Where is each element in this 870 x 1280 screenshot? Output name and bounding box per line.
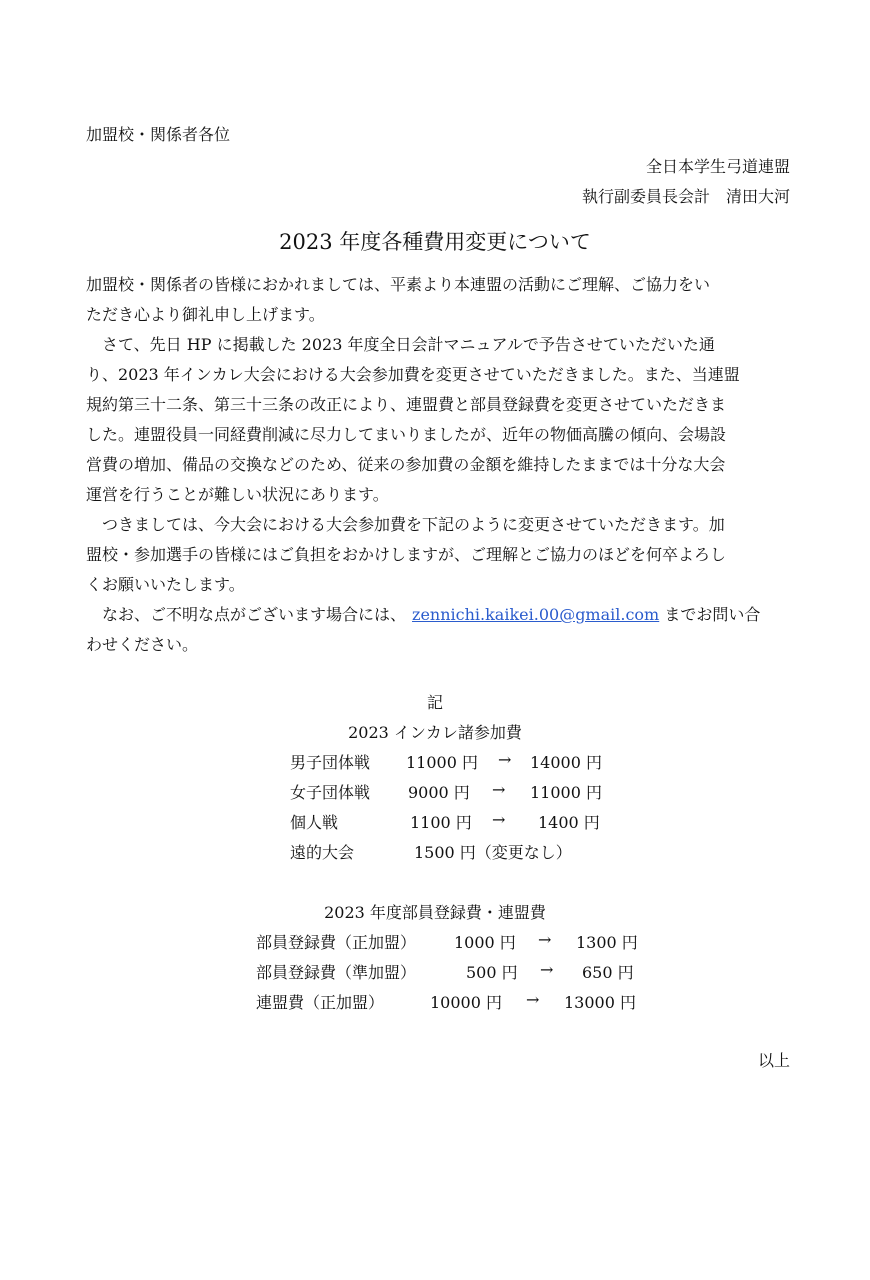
closing-text: 以上 [757,1051,790,1070]
fee-new: 11000 円 [530,783,602,802]
contact-suffix: までお問い合 [659,605,761,624]
fee-label: 女子団体戦 [290,783,371,802]
fee-old: 11000 円 [406,753,478,772]
body-line: さて、先日 HP に掲載した 2023 年度全日会計マニュアルで予告させていただいた通 [86,335,715,354]
fee-new: 1300 円 [576,933,638,952]
body-line: した。連盟役員一同経費削減に尽力してまいりましたが、近年の物価高騰の傾向、会場設 [86,425,727,444]
organization-name: 全日本学生弓道連盟 [645,157,790,176]
body-line: 盟校・参加選手の皆様にはご負担をおかけしますが、ご理解とご協力のほどを何卒よろし [86,545,727,564]
fee-label: 遠的大会 [290,843,355,862]
body-line-contact [86,602,760,625]
body-line: わせください。 [86,635,199,654]
document-title: 2023 年度各種費用変更について [279,230,591,254]
fee-old: 10000 円 [430,993,502,1012]
fee-label: 男子団体戦 [290,753,371,772]
fee-new: 1400 円 [538,813,600,832]
body-line: り、2023 年インカレ大会における大会参加費を変更させていただきました。また、当連盟 [86,365,740,384]
email-link[interactable]: zennichi.kaikei.00@gmail.com [412,605,660,624]
incare-fees-heading: 2023 インカレ諸参加費 [348,723,522,742]
arrow-icon: → [526,990,540,1009]
body-line: 営費の増加、備品の交換などのため、従来の参加費の金額を維持したままでは十分な大会 [86,455,726,474]
fee-label: 個人戦 [290,813,339,832]
registration-fees-heading: 2023 年度部員登録費・連盟費 [324,903,546,922]
sender-name: 執行副委員長会計 清田大河 [581,187,790,206]
body-line: ただき心より御礼申し上げます。 [86,305,325,324]
fee-old: 9000 円 [408,783,470,802]
fee-new: 650 円 [582,963,634,982]
fee-label: 部員登録費（準加盟） [256,963,417,982]
fee-old: 500 円 [466,963,518,982]
contact-prefix: なお、ご不明な点がございます場合には、 [86,605,407,624]
body-line: 規約第三十二条、第三十三条の改正により、連盟費と部員登録費を変更させていただきま [86,395,727,414]
ki-heading: 記 [426,693,443,712]
fee-old: 1000 円 [454,933,516,952]
addressee: 加盟校・関係者各位 [86,125,231,144]
arrow-icon: → [540,960,554,979]
body-line: くお願いいたします。 [86,575,245,594]
body-line: つきましては、今大会における大会参加費を下記のように変更させていただきます。加 [86,515,725,534]
arrow-icon: → [498,750,512,769]
fee-new: 14000 円 [530,753,602,772]
arrow-icon: → [492,780,506,799]
arrow-icon: → [492,810,506,829]
body-line: 加盟校・関係者の皆様におかれましては、平素より本連盟の活動にご理解、ご協力をい [86,275,711,294]
body-line: 運営を行うことが難しい状況にあります。 [86,485,389,504]
fee-new: 13000 円 [564,993,636,1012]
fee-old: 1500 円（変更なし） [414,843,572,862]
fee-label: 連盟費（正加盟） [256,993,385,1012]
fee-label: 部員登録費（正加盟） [256,933,417,952]
arrow-icon: → [538,930,552,949]
fee-old: 1100 円 [410,813,472,832]
